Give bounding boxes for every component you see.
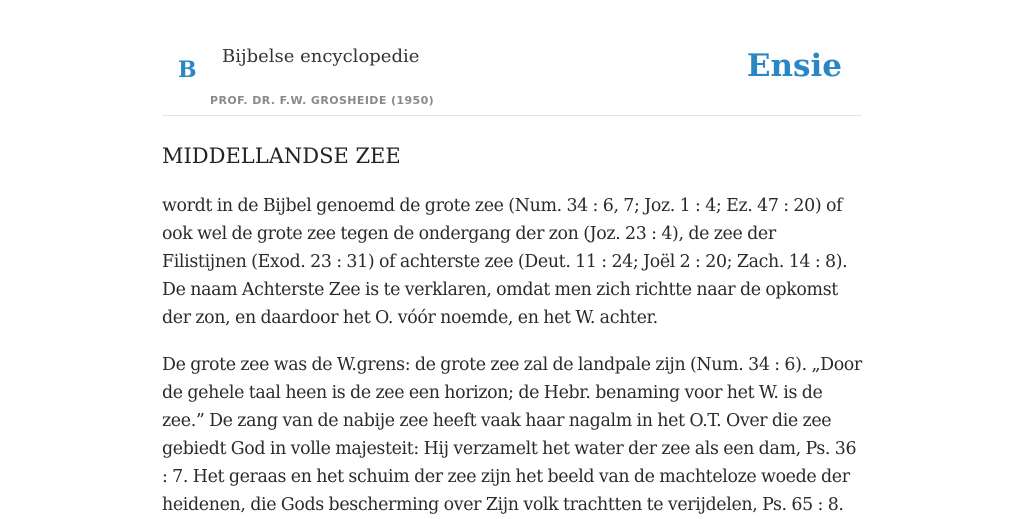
entry-paragraph: wordt in de Bijbel genoemd de grote zee (Num. 34 : 6, 7; Joz. 1 : 4; Ez. 47 : 20) of ook wel de grote zee tegen de ondergang der zon (Joz. 23 : 4), de zee der Filistijnen (Exod. 23 : 31) of achterste zee (Deut. 11 : 24; Joël 2 : 20; Zach. 14 : 8). De naam Achterste Zee is te verklaren, omdat men zich richtte naar de opkomst der zon, en daardoor het O. vóór noemde, en het W. achter. — [162, 196, 848, 328]
publication-title[interactable]: Bijbelse encyclopedie — [222, 46, 420, 67]
entry-paragraph: De grote zee was de W.grens: de grote zee zal de landpale zijn (Num. 34 : 6). „Door de gehele taal heen is de zee een horizon; de Hebr. benaming voor het W. is de zee.” De zang van de nabije zee heeft vaak haar nagalm in het O.T. Over die zee gebiedt God in volle majesteit: Hij verzamelt het water der zee als een dam, Ps. 36 : 7. Het geraas en het schuim der zee zijn het beeld van de machteloze woede der heidenen, die Gods bescherming over Zijn volk trachtten te verijdelen, Ps. 65 : 8. — [162, 355, 862, 515]
publication-author: PROF. DR. F.W. GROSHEIDE (1950) — [210, 94, 435, 107]
publication-logo[interactable]: B — [178, 57, 197, 83]
article-page — [162, 0, 862, 519]
entry-title: MIDDELLANDSE ZEE — [162, 144, 401, 168]
brand-logo-link[interactable]: Ensie — [746, 48, 842, 84]
publication-header — [162, 0, 862, 116]
